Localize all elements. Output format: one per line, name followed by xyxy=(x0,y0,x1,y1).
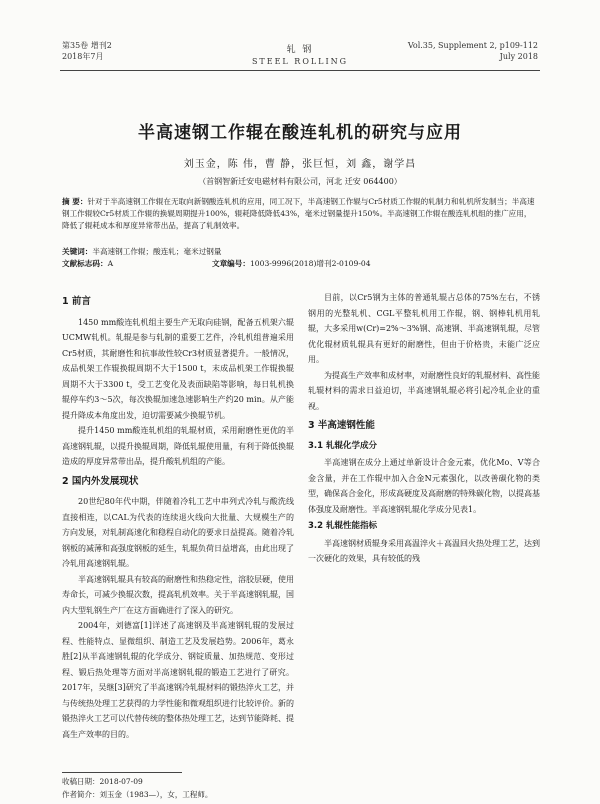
keywords-label: 关键词： xyxy=(62,247,93,256)
volume-pages: Vol.35, Supplement 2, p109-112 xyxy=(407,41,538,50)
abstract-text: 针对于半高速钢工作辊在无取向新钢酸连轧机的应用，同工况下，半高速钢工作辊与Cr5材质工作辊的轧制力和轧机所发制当；半高速钢工作辊较Cr5材质工作辊的换辊周期提升100%，辊耗降低降低43%，毫米过钢量提升150%。半高速钢工作辊在酸连轧机组的推广应用，降低了辊耗成本和厚度异常带出品，提高了轧制效率。 xyxy=(62,197,535,230)
section-3-title: 3 半高速钢性能 xyxy=(308,420,375,431)
header-right xyxy=(408,40,538,62)
section-2-para-5: 为提高生产效率和成材率，对耐磨性良好的轧辊材料、高性能轧辊材料的需求日益迫切，半高速钢轧辊必将引起冷轧企业的重视。 xyxy=(308,370,540,411)
doc-label: 文章编号： xyxy=(212,259,250,268)
abstract-label: 摘 要： xyxy=(62,197,88,206)
section-3-2-title: 3.2 轧辊性能指标 xyxy=(308,521,378,531)
doc-block xyxy=(212,258,371,270)
affiliation: （首钢智新迁安电磁材料有限公司，河北 迁安 064400） xyxy=(198,177,402,186)
journal-name-en: STEEL ROLLING xyxy=(251,57,349,66)
section-3-2-para: 半高速钢材质辊身采用高温淬火＋高温回火热处理工艺，达到一次硬化的效果，具有较低的残 xyxy=(308,538,540,563)
doc-value: 1003-9996(2018)增刊2-0109-04 xyxy=(249,259,371,268)
authors: 刘玉金，陈 伟，曹 静，张巨恒，刘 鑫，谢学昌 xyxy=(183,159,417,170)
author-intro: 作者简介：刘玉金（1983—），女，工程师。 xyxy=(62,790,213,799)
section-2-para-4: 目前，以Cr5钢为主体的普通轧辊占总体的75%左右，不锈钢用的光整轧机、CGL平整轧机用工作辊，钢、钢棒轧机用轧辊，大多采用w(Cr)=2%～3%钢、高速钢、半高速钢轧辊，尽管优化辊材质轧辊具有更好的耐磨性，但由于价格贵，未能广泛应用。 xyxy=(308,293,540,364)
header-rule xyxy=(60,70,540,71)
right-column xyxy=(308,290,540,567)
clc-label: 文献标志码： xyxy=(62,259,108,268)
section-2-para-3: 2004年，刘德富[1]详述了高速钢及半高速钢轧辊的发展过程、性能特点、显微组织、制造工艺及发展趋势。2006年，葛永胜[2]从半高速钢轧辊的化学成分、钢锭质量、加热规范、变形过程、锻后热处理等方面对半高速钢轧辊的锻造工艺进行了研究。2017年，吴继[3]研究了半高速钢冷轧辊材料的锻热淬火工艺，并与传统热处理工艺获得的力学性能和微观组织进行比较评价。新的锻热淬火工艺可以代替传统的整体热处理工艺，达到节能降耗、提高生产效率的目的。 xyxy=(62,621,294,739)
section-1-title: 1 前言 xyxy=(62,296,91,307)
section-2-para-2: 半高速钢轧辊具有较高的耐磨性和热稳定性，溶胶层硬，使用寿命长，可减少换辊次数，提高轧机效率。关于半高速钢轧辊，国内大型轧钢生产厂在这方面确进行了深入的研究。 xyxy=(62,574,294,615)
volume-issue: 第35卷 增刊2 xyxy=(62,41,112,50)
section-1-para-2: 提升1450 mm酸连轧机组的轧辊材质，采用耐磨性更优的半高速钢轧辊，以提升换辊周期，降低轧辊使用量，有利于降低换辊造成的厚度异常带出品，提升酸轧机组的产能。 xyxy=(62,426,294,466)
section-3-1-para: 半高速钢在成分上通过单新设计合金元素，优化Mo、V等合金含量，并在工作辊中加入合金N元素强化，以改善碳化物的类型，确保高合金化，形成高硬度及高耐磨的特殊碳化物，以提高基体强度及耐磨性。半高速钢轧辊化学成分见表1。 xyxy=(308,458,540,514)
section-1-para-1: 1450 mm酸连轧机组主要生产无取向硅钢，配备五机架六辊UCMW轧机。轧辊是参与轧制的重要工艺件，冷轧机组普遍采用Cr5材质，其耐磨性和抗事故性较Cr3材质显著提升。一般情况，成品机架工作辊换辊周期不大于1500 t，末成品机架工作辊换辊周期不大于3300 t，受工艺变化及表面缺陷等影响，每日轧机换辊停车约3～5次，每次换辊加速急速影响生产约20 min。从产能提升降成本角度出发，迫切需要减少换辊节机。 xyxy=(62,317,294,420)
clc-block xyxy=(62,258,212,270)
keywords-text: 半高速钢工作辊；酸连轧；毫米过钢量 xyxy=(92,247,222,256)
abstract xyxy=(62,196,538,232)
journal-name-cn: 轧 钢 xyxy=(286,45,314,55)
left-column xyxy=(62,290,294,742)
clc-value: A xyxy=(107,259,114,268)
received-date: 收稿日期：2018-07-09 xyxy=(62,777,143,786)
article-meta xyxy=(62,258,538,270)
keywords xyxy=(62,246,538,258)
section-3-1-title: 3.1 轧辊化学成分 xyxy=(308,440,378,451)
paper-title: 半高速钢工作辊在酸连轧机的研究与应用 xyxy=(138,123,462,143)
date-en: July 2018 xyxy=(499,52,538,61)
section-2-para-1: 20世纪80年代中期，伴随着冷轧工艺中串列式冷轧与酸洗线直接相连，以CAL为代表的连续退火线向大批量、大规模生产的方向发展，对轧制高速化和稳程自动化的要求日益提高。随着冷轧钢板的减薄和高强度钢板的延生，轧辊负荷日益增高，由此出现了冷轧用高速钢轧辊。 xyxy=(62,497,294,568)
issue-date: 2018年7月 xyxy=(62,52,104,61)
footnote-rule xyxy=(62,772,182,773)
section-2-title: 2 国内外发展现状 xyxy=(62,475,139,487)
